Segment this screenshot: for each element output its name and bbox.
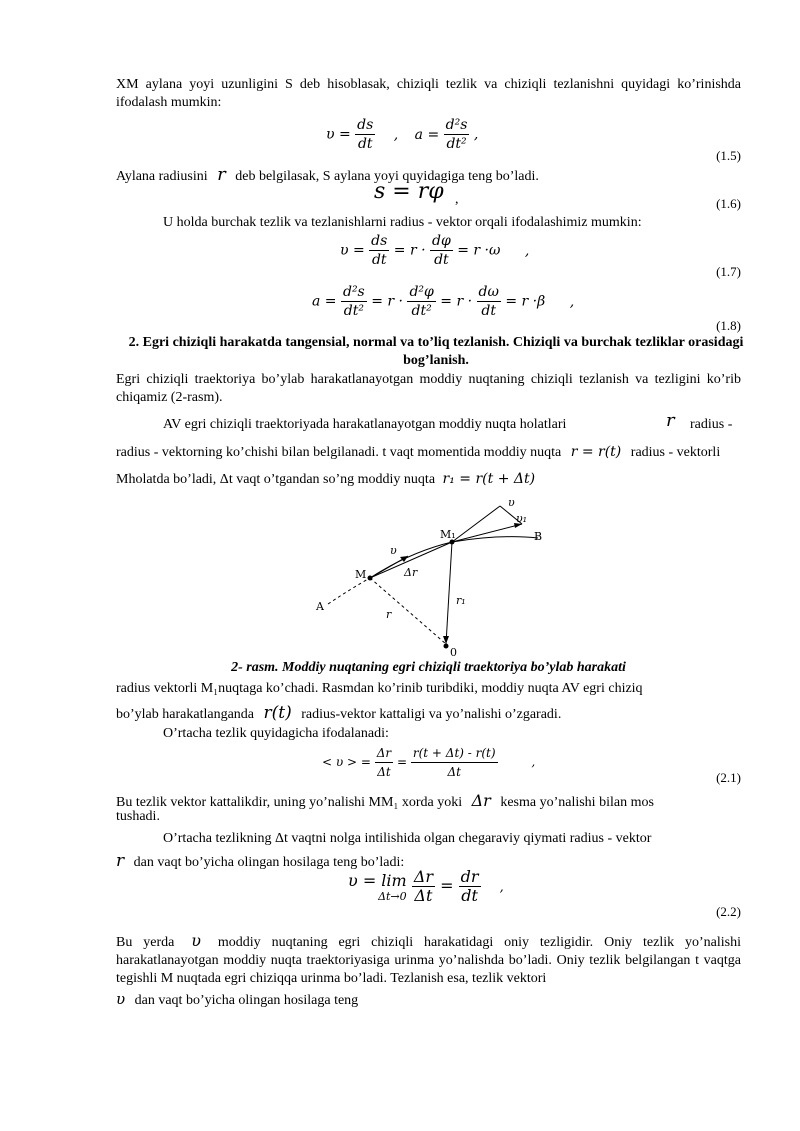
paragraph-instant-velocity — [116, 932, 741, 988]
eq21-dt: Δt — [377, 765, 391, 779]
p2-text-a: Aylana radiusini — [116, 169, 208, 184]
eq18-rhs: = r ·β — [505, 293, 546, 310]
radius-vector-r — [370, 578, 446, 644]
equation-1-7: υ = $\frac{ds}{dt}$ = r · $\frac{d\varphi}{dt}$ = r ·ω , — [340, 233, 530, 268]
eq-number-1-8: (1.8) — [716, 318, 741, 333]
eq17-dt2: dt — [434, 252, 449, 268]
paragraph-limit: O’rtacha tezlikning Δt vaqtni nolga intilishida olgan chegaraviy qiymati radius - vektor — [163, 831, 652, 846]
eq17-ds: ds — [371, 233, 388, 249]
label-v1: υ₁ — [516, 512, 528, 525]
eq15-ds: ds — [357, 117, 374, 133]
p12-text-a: Bu yerda — [116, 935, 175, 950]
p5-line-1-end: radius - — [690, 417, 733, 432]
eq18-m2: = r · — [440, 293, 473, 310]
eq15-d2s: d²s — [445, 117, 468, 133]
eq22-dr: Δr — [413, 867, 434, 886]
eq18-dt: dt — [481, 303, 496, 319]
eq17-dt: dt — [371, 252, 387, 268]
paragraph-intro: XM aylana yoyi uzunligini S deb hisoblasak, chiziqli tezlik va chiziqli tezlanishni quyidagi ko’rinishda ifodalash mumkin: — [116, 77, 741, 110]
p11-text: dan vaqt bo’yicha olingan hosilaga teng bo’ladi: — [133, 855, 405, 870]
arrowhead-v — [400, 556, 408, 562]
label-v: υ — [390, 544, 397, 557]
eq22-numerator: dr — [460, 867, 479, 886]
eq-number-2-1: (2.1) — [716, 770, 741, 785]
p12-text-b: moddiy nuqtaning egri chiziqli harakatidagi oniy tezligidir. Oniy tezlik yo’nalishi harakatlanayotgan moddiy nuqta traektoriyasiga urinma yo’nalishda bo’ladi. Oniy tezlik belgilangan t vaqtga tegishli M nuqtada egri chiziqqa urinma bo’ladi. Tezlanish esa, tezlik vektori — [116, 935, 741, 986]
label-M: M — [355, 568, 367, 581]
velocity-vector-v-translated — [452, 506, 500, 542]
paragraph-average-velocity: O’rtacha tezlik quyidagicha ifodalanadi: — [163, 726, 389, 741]
p5-line-2 — [116, 443, 720, 462]
eq-number-2-2: (2.2) — [716, 904, 741, 919]
paragraph-angular: U holda burchak tezlik va tezlanishlarni radius - vektor orqali ifodalashimiz mumkin: — [163, 215, 642, 230]
figure-trajectory — [300, 492, 560, 660]
equation-1-8: a = $\frac{\text{d²s}}{\text{dt²}}$ = r · $\frac{\text{d²φ}}{\text{dt²}}$ = r · $\frac{d\omega}{dt}$ = r ·β , — [312, 284, 575, 319]
label-M1: M₁ — [440, 528, 456, 541]
eq15-dt: dt — [357, 136, 373, 152]
p5-text-e: Mholatda bo’ladi, Δt vaqt o’tgandan so’ng moddiy nuqta — [116, 472, 436, 487]
eq-number-1-7: (1.7) — [716, 264, 741, 279]
label-A: A — [316, 600, 324, 613]
eq17-rhs: = r ·ω — [457, 242, 501, 259]
eq18-d2s: d²s — [342, 284, 365, 300]
eq15-dt2: dt² — [446, 136, 467, 152]
eq17-lhs: υ = — [340, 242, 365, 259]
equation-1-6: s = rφ — [374, 179, 444, 204]
radius-vector-r1 — [446, 542, 452, 644]
p5-text-a: AV egri chiziqli traektoriyada harakatlanayotgan moddiy nuqta holatlari — [163, 417, 567, 432]
eq22-equals: = — [440, 876, 454, 895]
eq21-numerator: r(t + Δt) - r(t) — [411, 744, 498, 763]
equation-1-5: υ = $\frac{ds}{dt}$ , a = $\frac{\text{d²s}}{\text{dt²}}$ , — [326, 117, 479, 152]
section-heading: 2. Egri chiziqli harakatda tangensial, normal va to’liq tezlanish. Chiziqli va burchak tezliklar orasidagi bog’lanish. — [128, 335, 744, 368]
equation-2-2: υ = lim Δt→0 $\frac{\Delta r}{\Delta t}$ = $\frac{dr}{dt}$ , — [348, 867, 504, 905]
p2-r-symbol: r — [217, 164, 226, 185]
eq22-lhs: υ = lim — [348, 870, 407, 890]
p2-text-b: deb belgilasak, S aylana yoyi quyidagiga teng bo’ladi. — [235, 169, 539, 184]
p12-v-symbol: υ — [191, 931, 201, 950]
label-r: r — [386, 608, 392, 621]
p9-text-a: Bu tezlik vektor kattalikdir, uning yo’nalishi MM₁ xorda yoki — [116, 795, 463, 810]
figure-caption: 2- rasm. Moddiy nuqtaning egri chiziqli traektoriya bo’ylab harakati — [231, 660, 626, 675]
eq15-v: υ = — [326, 126, 351, 143]
p13-text: dan vaqt bo’yicha olingan hosilaga teng — [134, 993, 359, 1008]
eq18-d2phi: d²φ — [409, 284, 434, 300]
eq-number-1-6: (1.6) — [716, 196, 741, 211]
p7-text-b: radius-vektor kattaligi va yo’nalishi o’zgaradi. — [301, 707, 562, 722]
p13-line — [116, 990, 358, 1010]
eq21-denominator: Δt — [447, 765, 461, 779]
label-v-top: υ — [508, 496, 515, 509]
label-r1: r₁ — [456, 594, 466, 607]
p5-r-of-t: r = r(t) — [570, 444, 622, 460]
p9-delta-r: Δr — [471, 791, 491, 810]
trajectory-AM — [328, 578, 370, 604]
eq17-mid: = r · — [393, 242, 426, 259]
p7-r-of-t: r(t) — [263, 703, 292, 723]
p5-r1-expr: r₁ = r(t + Δt) — [442, 471, 536, 487]
point-M — [368, 576, 373, 581]
p5-line-3 — [116, 470, 535, 489]
p9-text-b: kesma yo’nalishi bilan mos — [500, 795, 654, 810]
p11-r-symbol: r — [116, 851, 125, 871]
eq18-lhs: a = — [312, 293, 337, 310]
eq21-dr: Δr — [375, 744, 393, 763]
equation-2-1: < υ > = $\frac{\Delta r}{\Delta t}$ = $\frac{r(t + \Delta t) - r(t)}{\Delta t}$ , — [322, 746, 536, 779]
eq18-dt2b: dt² — [411, 303, 432, 319]
eq21-lhs: < υ > = — [322, 755, 371, 769]
eq21-equals: = — [396, 755, 408, 769]
eq18-m1: = r · — [371, 293, 403, 310]
label-O: 0 — [450, 646, 457, 659]
label-B: B — [534, 530, 543, 543]
label-dr: Δr — [404, 566, 418, 579]
paragraph-trajectory: Egri chiziqli traektoriya bo’ylab harakatlanayotgan moddiy nuqtaning chiziqli tezlanish va tezligini ko’rib chiqamiz (2-rasm). — [116, 372, 741, 405]
eq22-denominator: dt — [461, 886, 478, 905]
eq-number-1-5: (1.5) — [716, 148, 741, 163]
p7-text-a: bo’ylab harakatlanganda — [116, 707, 254, 722]
eq15-a: a = — [414, 126, 440, 143]
p5-text-d: radius - vektorli — [630, 445, 721, 460]
p9-line-2: tushadi. — [116, 809, 160, 824]
paragraph-radius-moves: radius vektorli M₁nuqtaga ko’chadi. Rasmdan ko’rinib turibdiki, moddiy nuqta AV egri chiziq — [116, 681, 643, 696]
eq22-sub: Δt→0 — [378, 889, 407, 903]
p5-r-symbol: r — [666, 410, 675, 431]
eq18-dw: dω — [478, 284, 499, 300]
eq22-dt: Δt — [414, 886, 433, 905]
p7-line — [116, 704, 561, 724]
point-O — [444, 644, 449, 649]
p5-line-1 — [163, 416, 566, 434]
p13-v-symbol: υ — [116, 990, 126, 1008]
velocity-vector-v1 — [452, 524, 522, 542]
eq18-dt2: dt² — [343, 303, 364, 319]
radius-line — [116, 166, 539, 186]
p5-text-b: radius - vektorning ko’chishi bilan belgilanadi. t vaqt momentida moddiy nuqta — [116, 445, 562, 460]
p9-line — [116, 792, 654, 812]
eq17-dphi: dφ — [432, 233, 451, 249]
